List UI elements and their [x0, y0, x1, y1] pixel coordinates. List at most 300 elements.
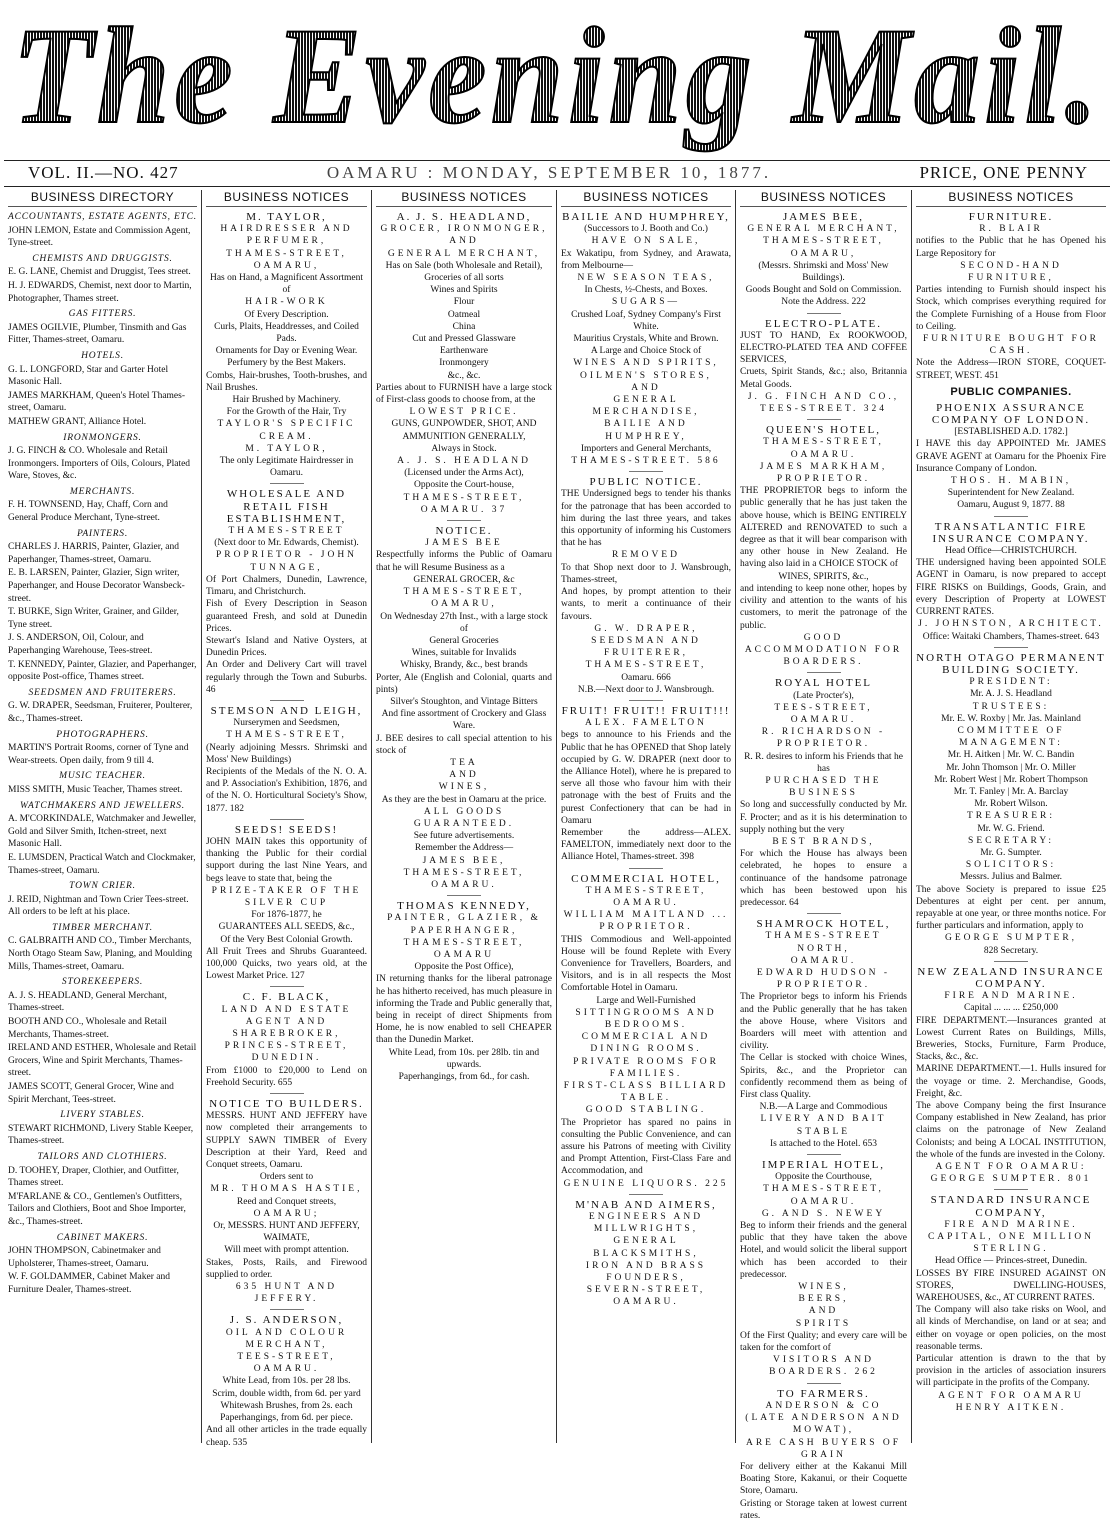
advert-line: Recipients of the Medals of the N. O. A. and P. Association's Exhibition, 1876, and of the N. O. Horticultural Society's Show, 1877. 182 — [206, 766, 367, 814]
advert-line: Paperhangings, from 6d., for cash. — [398, 1072, 530, 1083]
advert-line: GUNS, GUNPOWDER, SHOT, AND AMMUNITION GENERALLY, — [391, 419, 537, 442]
advert-line: J. BEE desires to call special attention to his stock of — [376, 733, 552, 756]
advert-line: [ESTABLISHED A.D. 1782.] — [954, 427, 1068, 438]
advert-line: EDWARD HUDSON - PROPRIETOR. — [756, 967, 891, 991]
advert-line: GENUINE LIQUORS. 225 — [563, 1178, 729, 1189]
column-business-notices-5 — [736, 190, 911, 1521]
advert-line: THAMES-STREET, — [763, 236, 884, 247]
advert-line: OAMARU. — [790, 955, 857, 966]
advert-line: See future advertisements. — [413, 831, 515, 842]
advert-line: Mr. Robert Wilson. — [974, 799, 1048, 810]
advert-line: Mr. A. J. S. Headland — [970, 689, 1052, 700]
directory-entry: JOHN THOMPSON, Cabinetmaker and Upholsterer, Thames-street, Oamaru. — [8, 1246, 161, 1269]
advert-line: PURCHASED THE BUSINESS — [765, 775, 882, 799]
advert-line: &c., &c. — [447, 370, 481, 381]
directory-entry: JOHN LEMON, Estate and Commission Agent, Tyne-street. — [8, 225, 191, 249]
advert-line: M'NAB AND AIMERS, — [575, 1198, 717, 1211]
directory-entry: MATHEW GRANT, Alliance Hotel. — [8, 416, 147, 427]
advert-line: Nurserymen and Seedsmen, — [233, 718, 340, 729]
advert-line: PRESIDENT: — [969, 677, 1053, 688]
advert-line: begs to announce to his Friends and the Public that he has OPENED that Shop lately occupied by G. W. DRAPER (next door to the Alliance Hotel), where he is prepared to serve all those who favour him with their patronage with the best of Fruits and the purest Confectionery that can be had in Oamaru — [561, 730, 731, 826]
advert-line: AGENT FOR OAMARU — [938, 1390, 1084, 1401]
advert-line: FIRST-CLASS BILLIARD TABLE. — [563, 1081, 729, 1104]
advert-line: PAINTER, GLAZIER, & PAPERHANGER, — [387, 913, 541, 936]
advert-line: A. J. S. HEADLAND, — [396, 211, 532, 223]
advert-line: GEORGE SUMPTER. 801 — [930, 1174, 1092, 1185]
advert-line: Combs, Hair-brushes, Tooth-brushes, and Nail Brushes. — [206, 370, 367, 393]
advert-line: ALL GOODS GUARANTEED. — [413, 806, 515, 829]
advert-line: NOTICE TO BUILDERS. — [209, 1098, 364, 1111]
advert-line: MR. THOMAS HASTIE, — [210, 1184, 363, 1195]
advert-line: A. J. S. HEADLAND — [397, 456, 531, 467]
advert-line: So long and successfully conducted by Mr. F. Procter; and as it is his determination to supply nothing but the very — [740, 800, 907, 835]
directory-entry: C. GALBRAITH AND CO., Timber Merchants, North Otago Steam Saw, Planing, and Moulding Mills, Thames-street, Oamaru. — [8, 936, 193, 972]
advert-line: The Proprietor begs to inform his Friends and the Public generally that he has taken the above House, where Visitors and Boarders will meet with attention and civility. — [740, 992, 907, 1052]
directory-entry: F. H. TOWNSEND, Hay, Chaff, Corn and General Produce Merchant, Tyne-street. — [8, 500, 168, 524]
advert-line: Has on Hand, a Magnificent Assortment of — [209, 273, 364, 296]
advert-line: Remember the address—ALEX. FAMELTON, immediately next door to the Alliance Hotel, Thames-street. 398 — [561, 827, 731, 863]
directory-entry: H. J. EDWARDS, Chemist, next door to Martin, Photographer, Thames street. — [8, 280, 192, 304]
advert-line: ARE CASH BUYERS OF GRAIN — [745, 1437, 902, 1460]
directory-category: TOWN CRIER. — [69, 881, 136, 892]
advert-line: Mr. W. G. Friend. — [977, 823, 1045, 834]
directory-category: WATCHMAKERS AND JEWELLERS. — [19, 800, 185, 811]
directory-category: GAS FITTERS. — [68, 309, 137, 320]
advert-line: Scrim, double width, from 6d. per yard — [212, 1388, 361, 1399]
advert-line: THAMES-STREET, — [226, 730, 347, 741]
advert-line: NEW SEASON TEAS, — [577, 273, 715, 284]
imperial-hotel-advert — [740, 1159, 907, 1379]
advert-line: OAMARU, — [253, 260, 320, 271]
advert-line: WINES, — [798, 1282, 849, 1293]
advert-line: OAMARU. — [431, 879, 497, 890]
advert-line: M. TAYLOR, — [245, 443, 328, 454]
advert-line: The Company will also take risks on Wool, and all kinds of Merchandise, on land or at sea; and either on voyage or open policies, on the most reasonable terms. — [916, 1305, 1106, 1352]
blair-advert — [916, 211, 1106, 382]
advert-line: N.B.—A Large and Commodious — [759, 1102, 888, 1113]
advert-line: Cut and Pressed Glassware — [412, 334, 516, 345]
advert-line: Of Every Description. — [244, 309, 329, 320]
finch-advert — [740, 318, 907, 416]
directory-category: TAILORS AND CLOTHIERS. — [37, 1151, 168, 1162]
advert-line: ALEX. FAMELTON — [584, 718, 708, 729]
advert-line: Opposite the Court-house, — [413, 480, 514, 491]
advert-line: GENERAL MERCHANT, — [747, 224, 900, 235]
advert-line: Flour — [453, 297, 475, 308]
advert-line: FIRE DEPARTMENT.—Insurances granted at Lowest Current Rates on Buildings, Mills, Breweries, Stocks, Furniture, Farm Produce, Stacks, &c., &c. — [916, 1015, 1106, 1063]
advert-line: AND — [808, 1306, 839, 1317]
advert-line: NORTH OTAGO PERMANENT BUILDING SOCIETY. — [916, 651, 1106, 676]
advert-line: R. RICHARDSON - PROPRIETOR. — [761, 727, 886, 750]
advert-line: Opposite the Courthouse, — [775, 1172, 872, 1183]
column-business-notices-3 — [372, 190, 556, 1443]
advert-line: Fish of Every Description in Season guaranteed Fresh, and sold at Dunedin Prices. — [206, 599, 367, 634]
directory-category: STOREKEEPERS. — [61, 977, 144, 988]
advert-line: R. BLAIR — [979, 224, 1043, 235]
advert-line: Crushed Loaf, Sydney Company's First White. — [571, 309, 721, 332]
advert-line: Wines, suitable for Invalids — [411, 648, 517, 659]
advert-line: Is attached to the Hotel. 653 — [769, 1138, 878, 1149]
advert-line: THE undersigned having been appointed SOLE AGENT in Oamaru, is now prepared to accept FIRE RISKS on Buildings, Goods, Grain, and every Description of Property at LOWEST CURRENT RATES. — [916, 558, 1106, 618]
advert-line: BEERS, — [798, 1294, 849, 1305]
advert-line: (Nearly adjoining Messrs. Shrimski and Moss' New Buildings) — [206, 742, 367, 765]
advert-line: OAMARU, — [790, 248, 857, 259]
directory-category: LIVERY STABLES. — [60, 1110, 145, 1121]
column-heading: BUSINESS DIRECTORY — [8, 190, 197, 207]
directory-entry: JAMES MARKHAM, Queen's Hotel Thames-street, Oamaru. — [8, 390, 186, 414]
advert-line: J. S. ANDERSON, — [229, 1314, 344, 1327]
advert-line: Always in Stock. — [431, 443, 497, 454]
advert-line: An Order and Delivery Cart will travel regularly through the Town and Suburbs. 46 — [206, 660, 367, 695]
advert-line: SEEDSMAN AND FRUITERER, — [591, 635, 701, 659]
commercial-hotel-advert — [561, 873, 731, 1190]
advert-line: Stakes, Posts, Rails, and Firewood supplied to order. — [206, 1257, 367, 1280]
advert-line: BAILIE AND HUMPHREY, — [562, 211, 730, 223]
directory-entry: E. B. LARSEN, Painter, Glazier, Sign writer, Paperhanger, and House Decorator Wansbeck-street. — [8, 568, 185, 604]
advert-line: Mr. T. Fanley | Mr. A. Barclay — [953, 786, 1069, 797]
advert-line: Mr. G. Sumpter. — [980, 847, 1042, 858]
advert-line: FURNITURE BOUGHT FOR CASH. — [923, 334, 1099, 357]
advert-line: and intending to keep none other, hopes by civility and attention to the wants of his customers, to merit the patronage of the public. — [740, 583, 907, 631]
advert-line: SEEDS! SEEDS! — [234, 823, 339, 836]
advert-line: Will meet with prompt attention. — [224, 1245, 349, 1256]
directory-entry: STEWART RICHMOND, Livery Stable Keeper, Thames-street. — [8, 1123, 194, 1147]
directory-entry: BOOTH AND CO., Wholesale and Retail Merchants, Thames-street. — [8, 1017, 167, 1040]
advert-line: 635 HUNT AND JEFFERY. — [235, 1282, 338, 1305]
advert-line: Of the Very Best Colonial Growth. — [220, 934, 353, 945]
advert-line: THAMES-STREET, OAMARU, — [403, 587, 525, 610]
advert-line: 828 Secretary. — [983, 945, 1039, 956]
advert-line: SITTINGROOMS AND BEDROOMS. — [575, 1007, 717, 1030]
advert-line: THIS Commodious and Well-appointed House will be found Replete with Every Convenience for Travellers, Boarders, and Visitors, and is in all respects the Most Comfortable Hotel in Oamaru. — [561, 934, 731, 994]
column-heading: BUSINESS NOTICES — [916, 190, 1106, 207]
advert-line: AGENT FOR OAMARU: — [935, 1162, 1087, 1173]
advert-line: Head Office—CHRISTCHURCH. — [945, 546, 1077, 557]
advert-line: Has on Sale (both Wholesale and Retail), — [385, 260, 543, 271]
advert-line: White Lead, from 10s. per 28lb. tin and upwards. — [388, 1047, 540, 1070]
advert-line: Importers and General Merchants, — [580, 443, 712, 454]
directory-category: MUSIC TEACHER. — [59, 771, 146, 782]
advert-line: For which the House has always been celebrated, he hopes to ensure a continuance of the handsome patronage which has been bestowed upon his predecessor. 64 — [740, 849, 907, 908]
directory-entry: E. LUMSDEN, Practical Watch and Clockmaker, Thames-street, Oamaru. — [8, 852, 196, 876]
advert-line: White Lead, from 10s. per 28 lbs. — [222, 1376, 351, 1387]
directory-entry: D. TOOHEY, Draper, Clothier, and Outfitter, Thames street. — [8, 1165, 179, 1189]
advert-line: THAMES-STREET, OAMARU — [403, 937, 525, 960]
advert-line: BAILIE AND HUMPHREY, — [604, 419, 688, 442]
advert-line: REMOVED — [612, 550, 680, 561]
builders-advert — [206, 1098, 367, 1305]
advert-line: G. AND S. NEWEY — [761, 1208, 886, 1219]
advert-line: For 1876-1877, he — [251, 910, 322, 921]
famelton-advert — [561, 705, 731, 864]
advert-line: Messrs. Julius and Balmer. — [959, 872, 1063, 883]
advert-line: China — [452, 321, 476, 332]
advert-line: GROCER, IRONMONGER, AND — [380, 224, 548, 247]
shamrock-hotel-advert — [740, 918, 907, 1150]
advert-line: THOS. H. MABIN, — [950, 476, 1072, 487]
advert-line: TAYLOR'S SPECIFIC CREAM. — [217, 419, 356, 442]
advert-line: TREASURER: — [966, 811, 1056, 822]
advert-line: Perfumery by the Best Makers. — [227, 358, 346, 369]
advert-line: R. R. desires to inform his Friends that he has — [744, 751, 903, 774]
advert-line: And all other articles in the trade equally cheap. 535 — [206, 1425, 367, 1448]
advert-line: SUGARS— — [612, 297, 680, 308]
advert-line: And fine assortment of Crockery and Glass Ware. — [381, 709, 547, 732]
advert-line: (Late Procter's), — [793, 690, 854, 701]
directory-entry: A. M'CORKINDALE, Watchmaker and Jeweller, Gold and Silver Smith, Itchen-street, next Masonic Hall. — [8, 814, 196, 850]
advert-line: HENRY AITKEN. — [955, 1402, 1067, 1413]
advert-line: Cruets, Spirit Stands, &c.; also, Britannia Metal Goods. — [740, 367, 907, 390]
columns — [0, 190, 1114, 1521]
advert-line: THE PROPRIETOR begs to inform the public generally that he has just taken the above house, which is BEING ENTIRELY ALTERED and RENOVATED to such a degree as that it will bear comparison with any other house in New Zealand. He having also laid in a CHOICE STOCK of — [740, 486, 907, 570]
column-business-directory — [4, 190, 201, 1443]
directory-category: CHEMISTS AND DRUGGISTS. — [32, 253, 173, 264]
directory-entry: G. W. DRAPER, Seedsman, Fruiterer, Poulterer, &c., Thames-street. — [8, 701, 193, 724]
farmers-advert — [740, 1388, 907, 1522]
advert-line: Ornaments for Day or Evening Wear. — [215, 346, 358, 357]
advert-line: In Chests, ½-Chests, and Boxes. — [584, 285, 708, 296]
advert-line: PRINCES-STREET, — [224, 1041, 349, 1052]
black-advert — [206, 991, 367, 1089]
directory-entry: J. G. FINCH & CO. Wholesale and Retail Ironmongers. Importers of Oils, Colours, Plated Ware, Stoves, &c. — [8, 446, 191, 482]
advert-line: notifies to the Public that he has Opened his Large Repository for — [916, 236, 1106, 259]
advert-line: Head Office — Princes-street, Dunedin. — [934, 1256, 1088, 1267]
advert-line: ANDERSON & CO — [765, 1400, 882, 1411]
advert-line: MARINE DEPARTMENT.—1. Hulls insured for the voyage or time. 2. Merchandise, Goods, Freight, &c. — [916, 1064, 1106, 1099]
advert-line: Parties about to FURNISH have a large stock of First-class goods to choose from, at the — [376, 382, 552, 406]
seeds-advert — [206, 824, 367, 983]
advert-line: AND — [631, 382, 661, 393]
advert-line: (Licensed under the Arms Act), — [404, 468, 524, 479]
fish-advert — [206, 488, 367, 695]
advert-line: Goods Bought and Sold on Commission. — [745, 285, 902, 296]
advert-line: THAMES-STREET — [228, 526, 345, 537]
advert-line: OAMARU; — [253, 1208, 320, 1219]
advert-line: The above Company being the first Insurance Company established in New Zealand, has prior claims on the patronage of New Zealand Colonists; and being A LOCAL INSTITUTION, the whole of the funds are invested in the Colony. — [916, 1101, 1106, 1160]
column-business-notices-2 — [202, 190, 371, 1448]
directory-entry: J. S. ANDERSON, Oil, Colour, and Paperhanging Warehouse, Tees-street. — [8, 633, 153, 656]
price: PRICE, ONE PENNY — [919, 163, 1088, 182]
advert-line: OILMEN'S STORES, — [580, 370, 712, 381]
advert-line: G. W. DRAPER, — [594, 623, 698, 634]
advert-line: HAIR-WORK — [245, 297, 328, 308]
directory-category: ACCOUNTANTS, ESTATE AGENTS, ETC. — [8, 212, 197, 222]
column-heading: BUSINESS NOTICES — [561, 190, 731, 207]
column-business-notices-6 — [912, 190, 1110, 1443]
directory-entry: G. L. LONGFORD, Star and Garter Hotel Masonic Hall. — [8, 364, 169, 388]
directory-entry: M'FARLANE & CO., Gentlemen's Outfitters, Tailors and Clothiers, Boot and Shoe Importer, &c., Thames-street. — [8, 1191, 186, 1227]
advert-line: Mr. E. W. Roxby | Mr. Jas. Mainland — [941, 713, 1081, 724]
column-business-notices-4 — [557, 190, 735, 1443]
advert-line: M. TAYLOR, — [246, 211, 327, 223]
advert-line: Note the Address. 222 — [781, 297, 866, 308]
anderson-advert — [206, 1314, 367, 1448]
advert-line: TO FARMERS. — [777, 1387, 870, 1400]
directory-entry: E. G. LANE, Chemist and Druggist, Tees street. — [8, 267, 191, 278]
advert-line: STANDARD INSURANCE COMPANY, — [930, 1194, 1092, 1219]
advert-line: SOLICITORS: — [965, 860, 1057, 871]
advert-line: GOOD ACCOMMODATION FOR BOARDERS. — [744, 632, 903, 668]
directory-entry: JAMES OGILVIE, Plumber, Tinsmith and Gas Fitter, Thames-street, Oamaru. — [8, 322, 187, 346]
dateline — [28, 163, 1088, 187]
directory-category: SEEDSMEN AND FRUITERERS. — [28, 687, 177, 698]
advert-line: THAMES-STREET, OAMARU. — [585, 885, 707, 908]
advert-line: PROPRIETOR. — [776, 474, 871, 485]
advert-line: SEVERN-STREET, — [586, 1285, 706, 1296]
royal-hotel-advert — [740, 677, 907, 909]
advert-line: Paperhangings, from 6d. per piece. — [220, 1413, 353, 1424]
advert-line: THAMES-STREET, — [585, 660, 707, 671]
advert-line: The Proprietor has spared no pains in consulting the Public Convenience, and can assure his Patrons of meeting with Civility and Prompt Attention, First-Class Fare and Accommodation, and — [561, 1117, 731, 1177]
advert-line: OAMARU. — [613, 1297, 679, 1308]
advert-line: And hopes, by prompt attention to their wants, to merit a continuance of their favours. — [561, 587, 731, 622]
advert-line: SECOND-HAND FURNITURE, — [960, 260, 1062, 284]
stemson-advert — [206, 705, 367, 815]
advert-line: CAPITAL, ONE MILLION STERLING. — [927, 1232, 1095, 1255]
advert-line: Mr. Robert West | Mr. Robert Thompson — [934, 774, 1088, 785]
advert-line: GENERAL GROCER, &c — [413, 574, 515, 585]
advert-line: OIL AND COLOUR MERCHANT, — [225, 1327, 348, 1350]
advert-line: WILLIAM MAITLAND ... PROPRIETOR. — [563, 910, 729, 933]
advert-line: FIRE AND MARINE. — [944, 991, 1078, 1002]
advert-line: The only Legitimate Hairdresser in Oamaru. — [219, 456, 354, 479]
advert-line: THAMES-STREET, — [763, 437, 884, 448]
advert-line: Wines and Spirits — [430, 285, 498, 296]
advert-line: Respectfully informs the Public of Oamaru that he will Resume Business as a — [376, 550, 552, 573]
advert-line: THE Undersigned begs to tender his thanks for the patronage that has been accorded to him during the last three years, and takes this opportunity of informing his Customers that he has — [561, 489, 731, 549]
advert-line: ELECTRO-PLATE. — [765, 317, 882, 330]
advert-line: Superintendent for New Zealand. — [947, 488, 1075, 499]
advert-line: For the Growth of the Hair, Try — [226, 407, 347, 418]
advert-line: HAVE ON SALE, — [591, 236, 701, 247]
advert-line: Curls, Plaits, Headdresses, and Coiled Pads. — [214, 321, 359, 345]
advert-line: COMMITTEE OF MANAGEMENT: — [957, 725, 1065, 749]
advert-line: PHOENIX ASSURANCE COMPANY OF LONDON. — [931, 401, 1091, 427]
advert-line: Oatmeal — [447, 309, 481, 320]
standard-insurance-advert — [916, 1194, 1106, 1414]
advert-line: Ironmongery — [439, 358, 489, 369]
advert-line: WINES, SPIRITS, &c., — [778, 571, 869, 582]
phoenix-advert — [916, 402, 1106, 512]
directory-entry: IRELAND AND ESTHER, Wholesale and Retail Grocers, Wine and Spirit Merchants, Thames-street. — [8, 1043, 197, 1079]
advert-line: C. F. BLACK, — [242, 991, 331, 1004]
directory-category: IRONMONGERS. — [63, 432, 142, 443]
advert-line: PROPRIETOR - JOHN TUNNAGE, — [215, 550, 358, 573]
advert-line: (LATE ANDERSON AND MOWAT), — [745, 1413, 902, 1436]
advert-line: WINES, — [438, 782, 490, 793]
advert-line: Opposite the Post Office), — [414, 962, 514, 973]
advert-line: TEA — [450, 757, 478, 768]
masthead-title: The Evening Mail. — [12, 0, 1102, 152]
advert-line: WHOLESALE AND RETAIL FISH ESTABLISHMENT, — [226, 488, 347, 525]
advert-line: (Next door to Mr. Edwards, Chemist). — [214, 538, 359, 549]
directory-entry: CHARLES J. HARRIS, Painter, Glazier, and Paperhanger, Thames-street, Oamaru. — [8, 542, 180, 565]
transatlantic-advert — [916, 521, 1106, 643]
advert-line: Oamaru, August 9, 1877. 88 — [957, 500, 1065, 511]
advert-line: OAMARU. — [790, 714, 857, 725]
advert-line: IN returning thanks for the liberal patronage he has hitherto received, has much pleasure in informing the Trade and Public generally that, being in receipt of direct Shipments from Home, he is now enabled to sell CHEAPER than the Dunedin Market. — [376, 974, 552, 1046]
advert-line: FURNITURE. — [968, 211, 1054, 223]
advert-line: J. G. FINCH AND CO., — [747, 391, 900, 402]
directory-entry: MISS SMITH, Music Teacher, Thames street. — [8, 784, 183, 795]
queens-hotel-advert — [740, 424, 907, 668]
column-heading: BUSINESS NOTICES — [376, 190, 552, 207]
advert-line: GENERAL BLACKSMITHS, — [593, 1236, 699, 1259]
advert-line: Remember the Address— — [414, 843, 514, 854]
advert-line: STEMSON AND LEIGH, — [210, 704, 363, 717]
advert-line: GEORGE SUMPTER, — [944, 933, 1078, 944]
advert-line: JAMES BEE, — [422, 855, 506, 866]
advert-line: Office: Waitaki Chambers, Thames-street. 643 — [922, 631, 1100, 642]
advert-line: HAIRDRESSER AND PERFUMER, — [220, 224, 353, 247]
column-heading: BUSINESS NOTICES — [740, 190, 907, 207]
advert-line: As they are the best in Oamaru at the price. — [381, 794, 547, 805]
advert-line: IRON AND BRASS FOUNDERS, — [585, 1260, 707, 1284]
advert-line: Orders sent to — [259, 1172, 314, 1183]
advert-line: JAMES BEE — [425, 538, 503, 549]
advert-line: GUARANTEES ALL SEEDS, &c., — [218, 922, 355, 933]
public-companies-heading: PUBLIC COMPANIES. — [950, 385, 1072, 398]
advert-line: OAMARU. — [790, 1196, 857, 1207]
advert-line: COMMERCIAL AND DINING ROOMS. — [581, 1032, 711, 1055]
advert-line: Capital ... ... ... £250,000 — [964, 1003, 1058, 1014]
directory-entry: MARTIN'S Portrait Rooms, corner of Tyne and Wear-streets. Open daily, from 9 till 4. — [8, 743, 189, 766]
directory-category: PAINTERS. — [76, 528, 129, 539]
advert-line: From £1000 to £20,000 to Lend on Freehold Security. 655 — [206, 1065, 367, 1088]
advert-line: JAMES MARKHAM, — [759, 461, 888, 472]
advert-line: I HAVE this day APPOINTED Mr. JAMES GRAVE AGENT at Oamaru for the Phoenix Fire Insurance Company of London. — [916, 439, 1106, 474]
advert-line: SPIRITS — [795, 1318, 852, 1329]
advert-line: COMMERCIAL HOTEL, — [571, 872, 721, 885]
advert-line: The Cellar is stocked with choice Wines, Spirits, &c., and the Proprietor can confidently recommend them as being of First class Quality. — [740, 1053, 907, 1101]
advert-line: LIVERY AND BAIT STABLE — [760, 1114, 887, 1137]
advert-line: Mr. John Thomson | Mr. O. Miller — [946, 762, 1076, 773]
advert-line: TEES-STREET, OAMARU. — [237, 1352, 336, 1375]
advert-line: PRIZE-TAKER OF THE SILVER CUP — [211, 885, 362, 908]
advert-line: NEW ZEALAND INSURANCE COMPANY. — [917, 965, 1105, 990]
advert-line: FIRE AND MARINE. — [944, 1219, 1078, 1230]
advert-line: Silver's Stoughton, and Vintage Bitters — [390, 696, 538, 707]
advert-line: TRUSTEES: — [972, 701, 1050, 712]
directory-entry: J. REID, Nightman and Town Crier Tees-street. All orders to be left at his place. — [8, 894, 189, 918]
advert-line: For delivery either at the Kakanui Mill Boating Store, Kakanui, or their Coquette Store, Oamaru. — [740, 1461, 907, 1497]
advert-line: Groceries of all sorts — [424, 273, 504, 284]
advert-line: SECRETARY: — [968, 835, 1054, 846]
advert-line: Parties intending to Furnish should inspect his Stock, which comprises everything required for the Complete Furnishing of a House from Floor to Ceiling. — [916, 285, 1106, 332]
advert-line: Stewart's Island and Native Oysters, at Dunedin Prices. — [206, 635, 367, 659]
advert-line: LOWEST PRICE. — [409, 407, 519, 418]
advert-line: LAND AND ESTATE AGENT AND SHAREBROKER, — [221, 1004, 352, 1039]
advert-line: OAMARU. 37 — [420, 504, 508, 515]
advert-line: All Fruit Trees and Shrubs Guaranteed. 100,000 Quicks, two years old, at the Lowest Market Price. 127 — [206, 946, 367, 982]
advert-line: THAMES-STREET, — [403, 867, 525, 878]
advert-line: GENERAL MERCHANDISE, — [592, 395, 700, 418]
advert-line: On Wednesday 27th Inst., with a large stock of — [380, 611, 548, 634]
dateline-rule — [4, 186, 1110, 187]
advert-line: Beg to inform their friends and the general public that they have taken the above Hotel, and would solicit the liberal support which has been accorded to their predecessor. — [740, 1221, 907, 1280]
advert-line: Mr. H. Aitken | Mr. W. C. Bandin — [947, 750, 1075, 761]
draper-advert — [561, 476, 731, 696]
advert-line: ROYAL HOTEL — [774, 677, 873, 690]
advert-line: (Successors to J. Booth and Co.) — [584, 224, 708, 235]
headland-advert — [376, 211, 552, 516]
advert-line: N.B.—Next door to J. Wansbrough. — [577, 684, 715, 695]
advert-line: BEST BRANDS, — [772, 836, 875, 847]
advert-line: DUNEDIN. — [251, 1053, 322, 1064]
issue-date: OAMARU : MONDAY, SEPTEMBER 10, 1877. — [326, 163, 772, 182]
advert-line: Ex Wakatipu, from Sydney, and Arawata, from Melbourne— — [561, 248, 731, 271]
advert-line: (Messrs. Shrimski and Moss' New Buildings). — [758, 260, 889, 284]
